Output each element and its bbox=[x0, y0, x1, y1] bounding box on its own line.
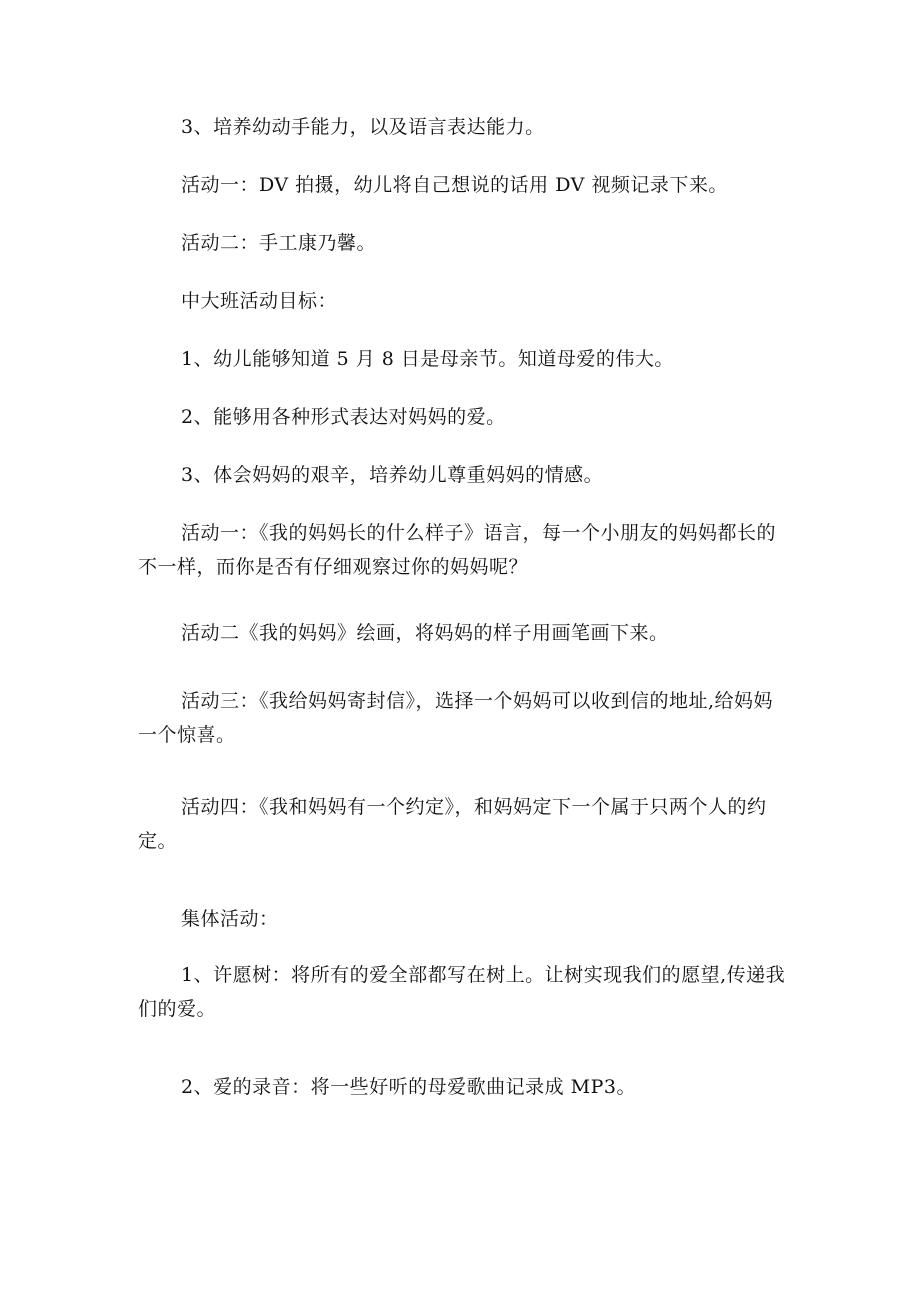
paragraph-activity-2-carnation: 活动二：手工康乃馨。 bbox=[181, 232, 377, 254]
paragraph-activity-3-letter: 活动三：《我给妈妈寄封信》，选择一个妈妈可以收到信的地址,给妈妈一个惊喜。 bbox=[138, 690, 774, 746]
paragraph-activity-1-language: 活动一：《我的妈妈长的什么样子》语言，每一个小朋友的妈妈都长的不一样，而你是否有仔细观察过你的妈妈呢？ bbox=[138, 522, 777, 578]
paragraph-heading-group-activity: 集体活动： bbox=[181, 908, 279, 930]
paragraph-heading-middle-large-class: 中大班活动目标： bbox=[181, 290, 338, 312]
paragraph-goal-3-handcraft: 3、培养幼动手能力，以及语言表达能力。 bbox=[181, 116, 545, 138]
paragraph-activity-4-promise: 活动四：《我和妈妈有一个约定》，和妈妈定下一个属于只两个人的约定。 bbox=[138, 796, 767, 852]
paragraph-activity-2-drawing: 活动二《我的妈妈》绘画，将妈妈的样子用画笔画下来。 bbox=[181, 622, 669, 644]
paragraph-goal-3-respect: 3、体会妈妈的艰辛，培养幼儿尊重妈妈的情感。 bbox=[181, 464, 604, 486]
paragraph-goal-1-mothers-day: 1、幼儿能够知道 5 月 8 日是母亲节。知道母爱的伟大。 bbox=[181, 348, 674, 370]
paragraph-activity-1-dv: 活动一：DV 拍摄，幼儿将自己想说的话用 DV 视频记录下来。 bbox=[181, 174, 728, 196]
paragraph-group-1-wish-tree: 1、许愿树：将所有的爱全部都写在树上。让树实现我们的愿望,传递我们的爱。 bbox=[138, 964, 786, 1020]
paragraph-goal-2-express-love: 2、能够用各种形式表达对妈妈的爱。 bbox=[181, 406, 506, 428]
paragraph-group-2-recording: 2、爱的录音：将一些好听的母爱歌曲记录成 MP3。 bbox=[181, 1076, 636, 1098]
